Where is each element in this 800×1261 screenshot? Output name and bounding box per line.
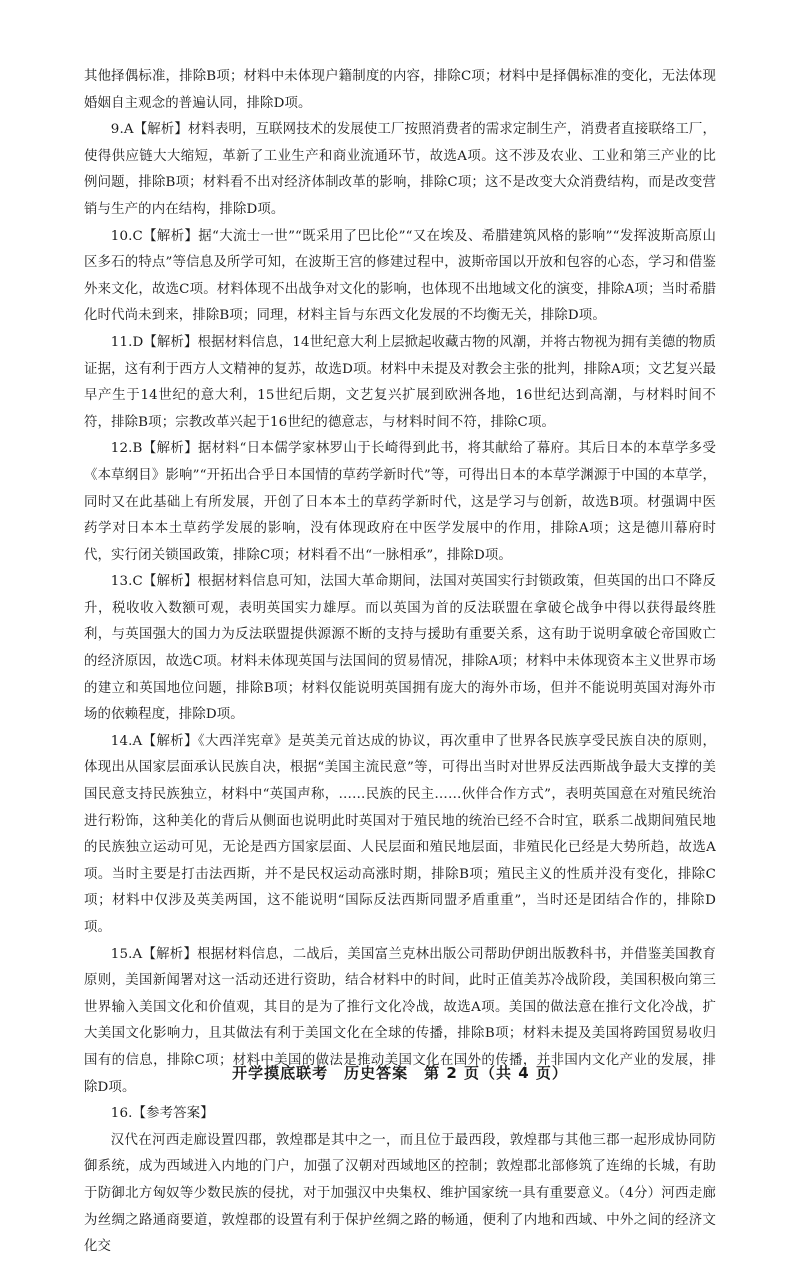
answer-paragraph: 14.A【解析】《大西洋宪章》是英美元首达成的协议，再次重申了世界各民族享受民族自决的原则，体现出从国家层面承认民族自决，根据“美国主流民意”等，可得出当时对世界反法西斯战争最大支撑的美国民意支持民族独立，材料中“英国声称，……民族的民主……伙伴合作方式”，表明英国意在对殖民统治进行粉饰，这种美化的背后从侧面也说明此时英国对于殖民地的统治已经不合时宜，联系二战期间殖民地的民族独立运动可见，无论是西方国家层面、人民层面和殖民地层面，非殖民化已经是大势所趋，故选A项。当时主要是打击法西斯，并不是民权运动高涨时期，排除B项；殖民主义的性质并没有变化，排除C项；材料中仅涉及英美两国，这不能说明“国际反法西斯同盟矛盾重重”，当时还是团结合作的，排除D项。 <box>84 733 716 935</box>
answer-paragraph: 15.A【解析】根据材料信息，二战后，美国富兰克林出版公司帮助伊朗出版教科书，并借鉴美国教育原则，美国新闻署对这一活动还进行资助，结合材料中的时间，此时正值美苏冷战阶段，美国积极向第三世界输入美国文化和价值观，其目的是为了推行文化冷战，故选A项。美国的做法意在推行文化冷战，扩大美国文化影响力，且其做法有利于美国文化在全球的传播，排除B项；材料未提及美国将跨国贸易收归国有的信息，排除C项；材料中美国的做法是推动美国文化在国外的传播，并非国内文化产业的发展，排除D项。 <box>84 946 716 1095</box>
answer-paragraph: 汉代在河西走廊设置四郡，敦煌郡是其中之一，而且位于最西段，敦煌郡与其他三郡一起形成协同防御系统，成为西域进入内地的门户，加强了汉朝对西域地区的控制；敦煌郡北部修筑了连绵的长城，有助于防御北方匈奴等少数民族的侵扰，对于加强汉中央集权、维护国家统一具有重要意义。（4分）河西走廊为丝绸之路通商要道，敦煌郡的设置有利于保护丝绸之路的畅通，便利了内地和西域、中外之间的经济文化交 <box>84 1132 716 1255</box>
answer-paragraph: 12.B【解析】据材料“日本儒学家林罗山于长崎得到此书，将其献给了幕府。其后日本的本草学多受《本草纲目》影响”“开拓出合乎日本国情的草药学新时代”等，可得出日本的本草学渊源于中国的本草学，同时又在此基础上有所发展，开创了日本本土的草药学新时代，这是学习与创新，故选B项。材强调中医药学对日本本土草药学发展的影响，没有体现政府在中医学发展中的作用，排除A项；这是德川幕府时代，实行闭关锁国政策，排除C项；材料看不出“一脉相承”，排除D项。 <box>84 441 716 563</box>
answer-paragraph: 10.C【解析】据“大流士一世”“既采用了巴比伦”“又在埃及、希腊建筑风格的影响”“发挥波斯高原山区多石的特点”等信息及所学可知，在波斯王宫的修建过程中，波斯帝国以开放和包容的心态，学习和借鉴外来文化，故选C项。材料体现不出战争对文化的影响，也体现不出地域文化的演变，排除A项；当时希腊化时代尚未到来，排除B项；同理，材料主旨与东西文化发展的不均衡无关，排除D项。 <box>84 228 716 324</box>
answer-paragraph: 13.C【解析】根据材料信息可知，法国大革命期间，法国对英国实行封锁政策，但英国的出口不降反升，税收收入数额可观，表明英国实力雄厚。而以英国为首的反法联盟在拿破仑战争中得以获得最终胜利，与英国强大的国力为反法联盟提供源源不断的支持与援助有重要关系，这有助于说明拿破仑帝国败亡的经济原因，故选C项。材料未体现英国与法国间的贸易情况，排除A项；材料中未体现资本主义世界市场的建立和英国地位问题，排除B项；材料仅能说明英国拥有庞大的海外市场，但并不能说明英国对海外市场的依赖程度，排除D项。 <box>84 574 716 723</box>
answer-paragraph: 9.A【解析】材料表明，互联网技术的发展使工厂按照消费者的需求定制生产，消费者直接联络工厂，使得供应链大大缩短，革新了工业生产和商业流通环节，故选A项。这不涉及农业、工业和第三产业的比例问题，排除B项；材料看不出对经济体制改革的影响，排除C项；这不是改变大众消费结构，而是改变营销与生产的内在结构，排除D项。 <box>84 122 716 217</box>
answer-paragraph: 其他择偶标准，排除B项；材料中未体现户籍制度的内容，排除C项；材料中是择偶标准的变化，无法体现婚姻自主观念的普遍认同，排除D项。 <box>84 69 716 111</box>
answer-paragraph: 16.【参考答案】 <box>110 1106 214 1122</box>
page-footer: 开学摸底联考 历史答案 第 2 页（共 4 页） <box>232 1064 568 1082</box>
answer-paragraph: 11.D【解析】根据材料信息，14世纪意大利上层掀起收藏古物的风潮，并将古物视为拥有美德的物质证据，这有利于西方人文精神的复苏，故选D项。材料中未提及对教会主张的批判，排除A项；文艺复兴最早产生于14世纪的意大利，15世纪后期，文艺复兴扩展到欧洲各地，16世纪达到高潮，与材料时间不符，排除B项；宗教改革兴起于16世纪的德意志，与材料时间不符，排除C项。 <box>84 334 716 430</box>
